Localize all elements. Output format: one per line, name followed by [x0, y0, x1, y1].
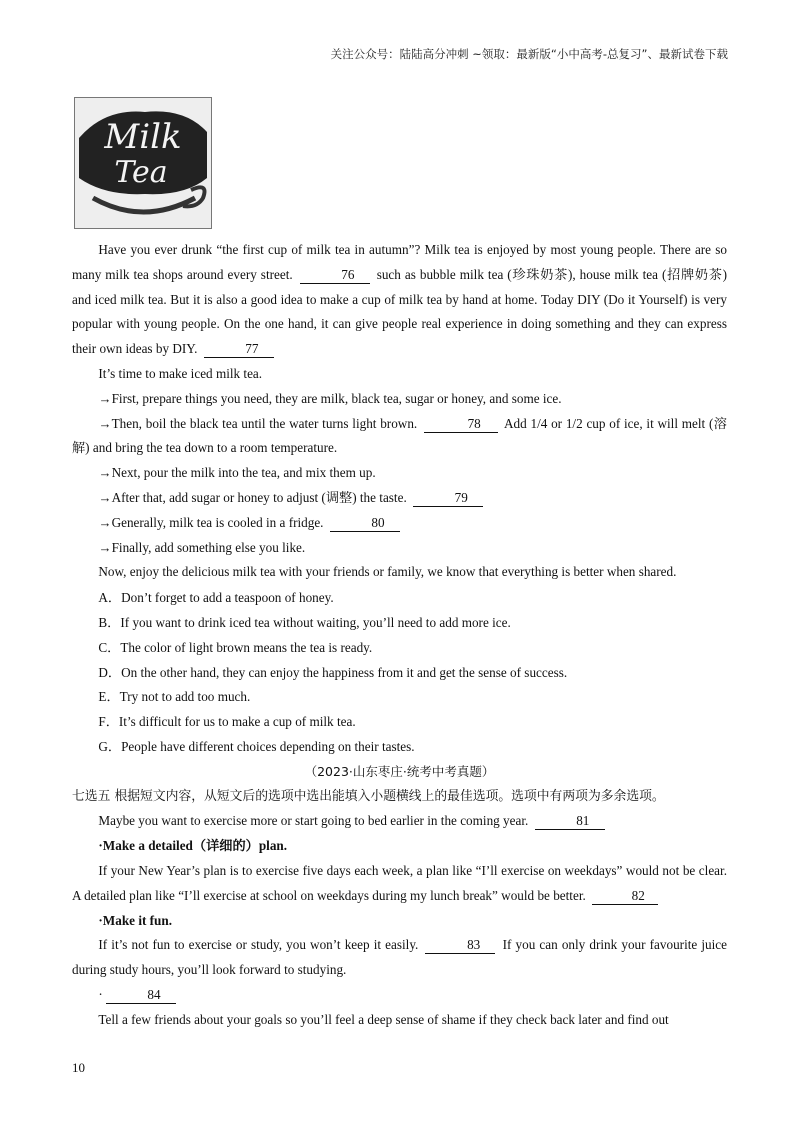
blank-78: 78: [424, 416, 498, 433]
question-instruction: 七选五 根据短文内容，从短文后的选项中选出能填入小题横线上的最佳选项。选项中有两项为多余选项。: [72, 788, 665, 804]
option-e: E．Try not to add too much.: [98, 689, 251, 705]
passage1-paragraph-2: It’s time to make iced milk tea.: [98, 365, 263, 381]
logo-word-milk: Milk: [104, 117, 182, 157]
blank-83: 83: [425, 937, 495, 954]
page-number: 10: [72, 1060, 85, 1075]
page-header: 关注公众号：陆陆高分冲刺 ~领取：最新版“小中高考-总复习”、最新试卷下载: [330, 47, 728, 61]
blank-76: 76: [300, 267, 370, 284]
question-source: （2023·山东枣庄·统考中考真题）: [304, 763, 495, 779]
step-after-that: →After that, add sugar or honey to adjust (调整) the taste. 79: [72, 486, 727, 511]
step-first: →First, prepare things you need, they are milk, black tea, sugar or honey, and some ice.: [98, 390, 562, 406]
passage1-paragraph-1: Have you ever drunk “the first cup of milk tea in autumn”? Milk tea is enjoyed by most young people. There are so many milk tea shops around every street. 76 such as bubble milk tea (珍珠奶茶), house milk tea (招牌奶茶) and iced milk tea. But it is also a good idea to make a cup of milk tea by hand at home. Today DIY (Do it Yourself) is very popular with young people. On the one hand, it can give people real experience in doing something and they can express their own ideas by DIY. 77: [72, 242, 728, 357]
options-list: [72, 585, 727, 760]
blank-82: 82: [592, 888, 658, 905]
step-generally: →Generally, milk tea is cooled in a fridge. 80: [72, 511, 727, 536]
passage2-paragraph-2: If your New Year’s plan is to exercise five days each week, a plan like “I’ll exercise on weekdays” would not be clear. A detailed plan like “I’ll exercise at school on weekdays during my lunch break” would be better. 82: [72, 862, 727, 903]
step-finally: →Finally, add something else you like.: [98, 539, 306, 555]
option-f: F．It’s difficult for us to make a cup of milk tea.: [98, 714, 356, 730]
passage1-closing: Now, enjoy the delicious milk tea with your friends or family, we know that everything is better when shared.: [98, 564, 677, 580]
milk-tea-cup-icon: [75, 98, 211, 228]
blank-81: 81: [535, 813, 605, 830]
logo-word-tea: Tea: [114, 155, 168, 190]
heading-make-detailed-plan: ·Make a detailed（详细的）plan.: [98, 838, 288, 854]
passage2-paragraph-1: Maybe you want to exercise more or start going to bed earlier in the coming year. 81: [72, 809, 727, 834]
blank-80: 80: [330, 515, 400, 532]
blank-84: 84: [106, 987, 176, 1004]
step-next: →Next, pour the milk into the tea, and mix them up.: [98, 465, 376, 481]
milk-tea-logo: [74, 97, 212, 229]
step-then: →Then, boil the black tea until the water turns light brown. 78 Add 1/4 or 1/2 cup of ice, it will melt (溶解) and bring the tea down to a room temperature.: [72, 415, 727, 456]
option-a: A．Don’t forget to add a teaspoon of honey.: [98, 590, 334, 606]
blank-77: 77: [204, 341, 274, 358]
passage2-paragraph-3: If it’s not fun to exercise or study, you won’t keep it easily. 83 If you can only drink your favourite juice during study hours, you’ll look forward to studying.: [72, 937, 727, 978]
document-body: [72, 238, 727, 1033]
passage2-paragraph-4: Tell a few friends about your goals so you’ll feel a deep sense of shame if they check back later and find out: [98, 1011, 669, 1027]
option-b: B．If you want to drink iced tea without waiting, you’ll need to add more ice.: [98, 614, 511, 630]
option-g: G．People have different choices depending on their tastes.: [98, 738, 415, 754]
heading-84: · 84: [72, 983, 727, 1008]
blank-79: 79: [413, 490, 483, 507]
option-d: D．On the other hand, they can enjoy the happiness from it and get the sense of success.: [98, 664, 568, 680]
heading-make-it-fun: ·Make it fun.: [98, 912, 173, 928]
option-c: C．The color of light brown means the tea is ready.: [98, 639, 373, 655]
